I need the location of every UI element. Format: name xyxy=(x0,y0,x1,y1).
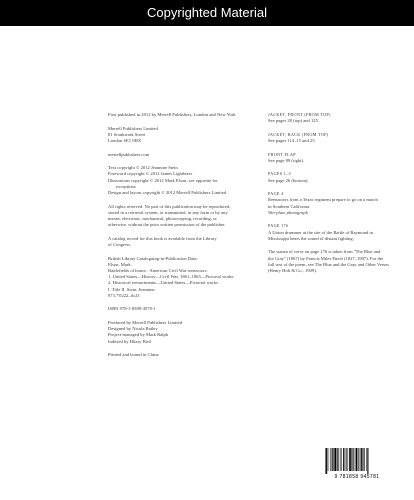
text-line: Merrell Publishers Limited xyxy=(108,125,158,131)
barcode-bar xyxy=(351,448,352,471)
left-column-block xyxy=(108,204,258,229)
right-column-block xyxy=(268,132,394,144)
block-heading: FRONT FLAP xyxy=(268,151,296,157)
text-line: the Gray" (1867) by Francis Miles Finch (1827–1907). For the xyxy=(268,255,384,261)
barcode-bar xyxy=(330,448,331,471)
barcode-digits: 9 781858 945781 xyxy=(334,474,380,480)
right-column-block xyxy=(268,191,394,216)
text-line: See pages 114–15 and 25. xyxy=(268,138,316,143)
text-line: stored in a retrieval system, or transmitted, in any form or by any xyxy=(108,209,228,215)
barcode-bar xyxy=(367,448,368,474)
barcode-bar xyxy=(326,448,327,474)
barcode-bar xyxy=(361,448,362,471)
text-line: otherwise, without the prior written permission of the publisher. xyxy=(108,222,226,228)
left-column-block xyxy=(108,306,258,312)
barcode-bars xyxy=(323,448,391,474)
barcode-bar xyxy=(343,448,344,471)
barcode-bar xyxy=(364,448,365,471)
barcode-bar xyxy=(348,448,349,471)
right-column-block xyxy=(268,223,394,242)
text-line: Battlefields of honor : American Civil War reenactors. xyxy=(108,268,208,273)
left-column-block xyxy=(108,256,258,299)
text-line: British Library Cataloguing-in-Publication Data: xyxy=(108,255,198,261)
barcode-bar xyxy=(349,448,351,471)
text-line: in Southern California. xyxy=(268,203,311,209)
barcode-bar xyxy=(360,448,361,471)
text-line: Wet-plate photograph xyxy=(268,209,309,215)
text-line: Indexed by Hilary Bird xyxy=(108,338,151,344)
text-line: The stanza of verse on page 176 is taken from "The Blue and xyxy=(268,249,381,255)
text-line: Illustrations copyright © 2012 Mark Elson, see opposite for xyxy=(108,177,218,183)
barcode-bar xyxy=(332,448,333,471)
text-line: Design and layout copyright © 2012 Merrell Publishers Limited xyxy=(108,190,227,195)
text-line: London SE1 0HX xyxy=(108,138,142,143)
barcode-bar xyxy=(366,448,367,471)
text-line: A catalog record for this book is available from the Library xyxy=(108,235,217,241)
right-column-block xyxy=(268,112,394,124)
left-column-block xyxy=(108,236,258,248)
text-line: 973.7'0222–dc23 xyxy=(108,292,140,298)
text-line: See pages 28 (top) and 125. xyxy=(268,118,320,124)
text-line: Reenactors from a Texas regiment prepare to go on a march xyxy=(268,197,378,203)
text-line: Elson, Mark. xyxy=(108,261,132,267)
imprint-left-column xyxy=(108,112,258,366)
barcode-bar xyxy=(353,448,354,471)
text-line: means, electronic, mechanical, photocopying, recording, or xyxy=(108,216,217,221)
block-heading: PAGES 1–3 xyxy=(268,171,291,177)
left-column-block xyxy=(108,165,258,196)
barcode-bar xyxy=(338,448,339,471)
text-line: Produced by Merrell Publishers Limited xyxy=(108,320,182,325)
isbn-barcode xyxy=(323,448,391,480)
barcode-bar xyxy=(362,448,363,471)
block-heading: PAGE 4 xyxy=(268,191,284,197)
barcode-bar xyxy=(355,448,356,471)
left-column-block xyxy=(108,152,258,158)
text-line: All rights reserved. No part of this publication may be reproduced, xyxy=(108,203,231,209)
text-line: (Henry Holt & Co., 1909). xyxy=(268,268,317,273)
block-heading: JACKET, FRONT (FROM TOP) xyxy=(268,112,331,117)
block-heading: PAGE 176 xyxy=(268,223,289,229)
left-column-block xyxy=(108,320,258,345)
right-column-block xyxy=(268,171,394,183)
right-column-block xyxy=(268,152,394,164)
text-line: Designed by Nicola Bailey xyxy=(108,326,158,332)
barcode-bar xyxy=(328,448,329,471)
barcode-bar xyxy=(334,448,336,471)
barcode-bar xyxy=(356,448,358,471)
barcode-bar xyxy=(325,448,326,474)
barcode-bar xyxy=(337,448,338,471)
text-line: exceptions xyxy=(116,183,136,189)
barcode-bar xyxy=(345,448,346,471)
text-line: A Union drummer at the site of the Battle of Raymond in xyxy=(268,229,373,235)
text-line: 2. Historical reenactments—United States—Pictorial works. xyxy=(108,280,219,286)
text-line: of Congress. xyxy=(108,242,132,247)
text-line: First published in 2012 by Merrell Publishers, London and New York xyxy=(108,112,236,117)
block-heading: JACKET, BACK (FROM TOP) xyxy=(268,131,329,137)
text-line: Mississippi hears the sound of distant fighting. xyxy=(268,235,354,241)
credits-right-column xyxy=(268,112,394,282)
text-line: Foreword copyright © 2012 James Lighthizer xyxy=(108,171,193,177)
barcode-bar xyxy=(346,448,347,471)
text-line: See page 89 (right). xyxy=(268,157,305,163)
text-line: ISBN 978-1-8589-4578-1 xyxy=(108,306,156,312)
copyright-banner: Copyrighted Material xyxy=(0,0,414,26)
left-column-block xyxy=(108,112,258,118)
text-line: merrellpublishers.com xyxy=(108,151,150,157)
barcode-bar xyxy=(341,448,342,471)
text-line: Printed and bound in China xyxy=(108,352,159,358)
text-line: Project-managed by Mark Ralph xyxy=(108,332,169,338)
text-line: I. Title II. Stein, Jeannine. xyxy=(108,286,156,292)
text-line: Text copyright © 2012 Jeannine Stein xyxy=(108,165,178,171)
barcode-bar xyxy=(340,448,341,471)
text-line: full text of the poem, see The Blue and the Gray and Other Verses xyxy=(268,261,390,267)
right-column-block xyxy=(268,249,394,274)
left-column-block xyxy=(108,126,258,145)
barcode-bar xyxy=(333,448,334,471)
barcode-bar xyxy=(358,448,359,471)
text-line: 81 Southwark Street xyxy=(108,131,146,137)
text-line: 1. United States—History—Civil War, 1861–1865—Pictorial works. xyxy=(108,274,235,280)
left-column-block xyxy=(108,352,258,358)
text-line: See page 26 (bottom). xyxy=(268,177,309,183)
